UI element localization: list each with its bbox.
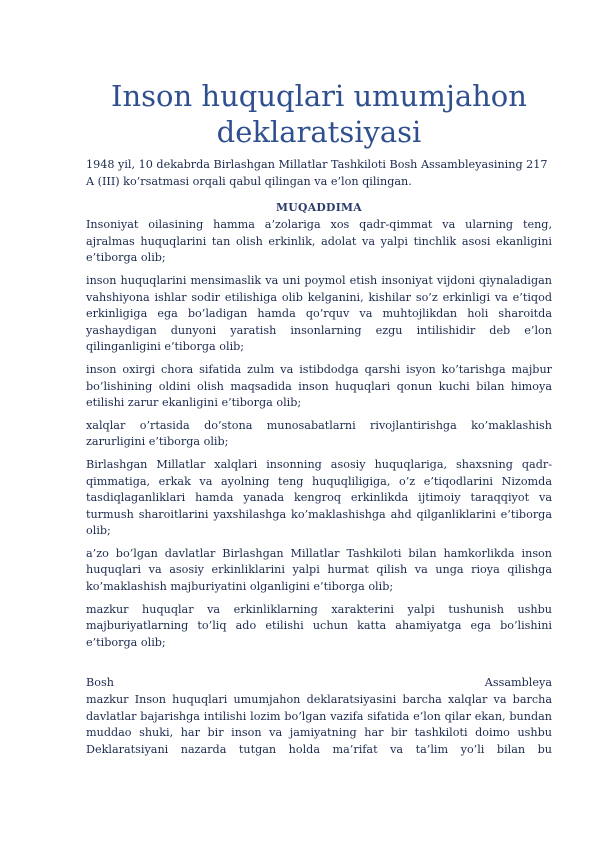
section-heading: MUQADDIMA xyxy=(276,201,362,215)
preamble-paragraph-7: mazkur huquqlar va erkinliklarning xarakterini yalpi tushunish ushbu majburiyatlarning to’liq ado etilishi uchun katta ahamiyatga ega bo’lishini e’tiborga olib; xyxy=(86,602,552,649)
document-page xyxy=(86,78,552,758)
closing-heading-left: Bosh xyxy=(86,676,114,690)
preamble-paragraph-3: inson oxirgi chora sifatida zulm va istibdodga qarshi isyon ko’tarishga majbur bo’lishining oldini olish maqsadida inson huquqlari qonun kuchi bilan himoya etilishi zarur ekanligini e’tiborga olib; xyxy=(86,362,552,410)
preamble-paragraph-2: inson huquqlarini mensimaslik va uni poymol etish insoniyat vijdoni qiynaladigan vahshiyona ishlar sodir etilishiga olib kelganini, kishilar so’z erkinligi va e’tiqod erkinligiga ega bo’ladigan hamda qo’rquv va muhtojlikdan holi sharoitda yashaydigan dunyoni yaratish insonlarning ezgu intilishidir deb e’lon qilinganligini e’tiborga olib; xyxy=(86,273,552,354)
preamble-paragraph-1: Insoniyat oilasining hamma a’zolariga xos qadr-qimmat va ularning teng, ajralmas huquqlarini tan olish erkinlik, adolat va yalpi tinchlik asosi ekanligini e’tiborga olib; xyxy=(86,218,552,265)
closing-heading-line xyxy=(86,675,552,692)
closing-heading-right: Assambleya xyxy=(484,676,552,690)
preamble-paragraph-5: Birlashgan Millatlar xalqlari insonning asosiy huquqlariga, shaxsning qadr-qimmatiga, erkak va ayolning teng huquqliligiga, o’z e’tiqodlarini Nizomda tasdiqlaganliklari hamda yanada kengroq erkinlikda ijtimoiy taraqqiyot va turmush sharoitlarini yaxshilashga ko’maklashishga ahd qilganliklarini e’tiborga olib; xyxy=(86,457,552,538)
preamble-paragraph-4: xalqlar o’rtasida do’stona munosabatlarni rivojlantirishga ko’maklashish zarurligini e’tiborga olib; xyxy=(86,418,552,449)
closing-paragraph: mazkur Inson huquqlari umumjahon deklaratsiyasini barcha xalqlar va barcha davlatlar bajarishga intilishi lozim bo’lgan vazifa sifatida e’lon qilar ekan, bundan muddao shuki, har bir inson va jamiyatning har bir tashkiloti doimo ushbu Deklaratsiyani nazarda tutgan holda ma’rifat va ta’lim yo’li bilan bu xyxy=(86,693,552,756)
document-subtitle: 1948 yil, 10 dekabrda Birlashgan Millatlar Tashkiloti Bosh Assambleyasining 217 A (III) ko’rsatmasi orqali qabul qilingan va e’lon qilingan. xyxy=(86,158,548,188)
preamble-paragraph-6: a’zo bo’lgan davlatlar Birlashgan Millatlar Tashkiloti bilan hamkorlikda inson huquqlari va asosiy erkinliklarini yalpi hurmat qilish va unga rioya qilishga ko’maklashish majburiyatini olganligini e’tiborga olib; xyxy=(86,546,552,594)
document-title: Inson huquqlari umumjahon deklaratsiyasi xyxy=(111,79,527,149)
